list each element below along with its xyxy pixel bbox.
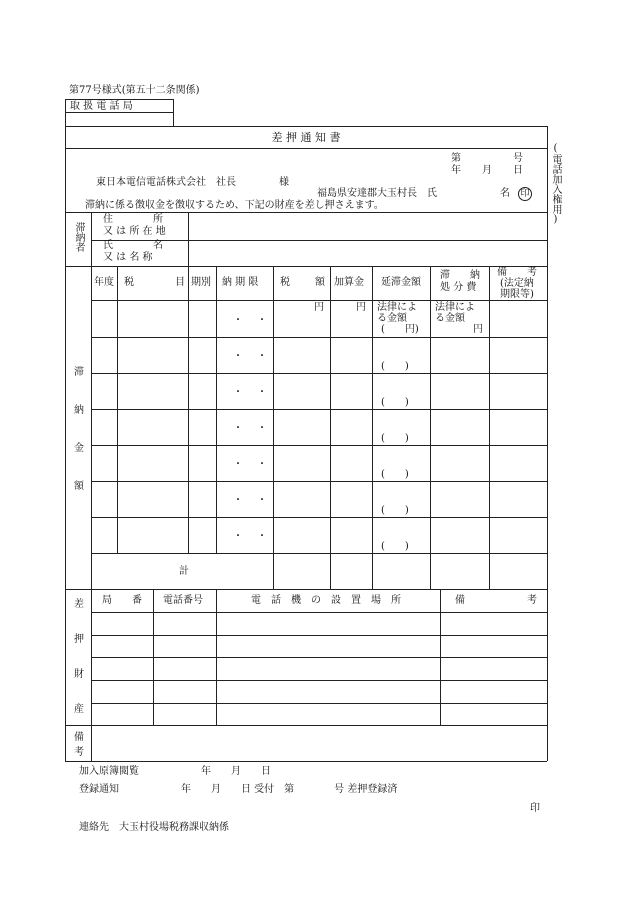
row-4-late-paren: ( ) [381, 433, 409, 444]
disp-yen: 円 [473, 324, 483, 335]
name-label-1: 氏 名 [103, 240, 163, 251]
col-year: 年度 [94, 277, 114, 288]
number-suffix: 号 [513, 153, 523, 164]
register-check-label: 加入原簿閲覧 [79, 766, 139, 777]
form-number: 第77号様式(第五十二条関係) [69, 85, 200, 96]
row-2-due-dots: ・・ [233, 351, 281, 362]
col-remarks-3: 期限等) [500, 289, 534, 300]
col-disp-1: 滞 納 [440, 270, 480, 281]
property-section-label-char-2: 押 [74, 634, 84, 645]
total-label: 計 [179, 566, 189, 577]
side-note: (電話加入権用) [550, 143, 561, 225]
footer-seal: 印 [530, 803, 540, 814]
col-remarks-2: (法定納 [500, 278, 534, 289]
col-item-2: 目 [175, 277, 185, 288]
col-due: 納 期 限 [222, 277, 259, 288]
arrears-label-char-1: 滞 [74, 367, 84, 378]
row-6-late-paren: ( ) [381, 505, 409, 516]
register-check-date: 年 月 日 [201, 766, 271, 777]
col-tax-1: 税 [280, 277, 290, 288]
col-remarks-1: 備 考 [497, 267, 537, 278]
registration-notice-label: 登録通知 [79, 784, 119, 795]
recipient: 東日本電信電話株式会社 社長 [96, 177, 236, 188]
disp-law-1: 法律によ [435, 302, 475, 313]
row-7-late-paren: ( ) [381, 541, 409, 552]
late-paren-yen: ( 円) [381, 324, 419, 335]
row-7-due-dots: ・・ [233, 531, 281, 542]
date-year: 年 [451, 165, 461, 176]
taxpayer-label: 滞納者 [73, 222, 84, 252]
disp-law-2: る金額 [435, 313, 465, 324]
registration-receipt: 年 月 日 受付 第 号 差押登録済 [181, 784, 398, 795]
arrears-label-char-1-char-2: 納 [74, 405, 84, 416]
row-3-late-paren: ( ) [381, 397, 409, 408]
additional-yen: 円 [356, 302, 366, 313]
contact: 連絡先 大玉村役場税務課収納係 [79, 822, 229, 833]
prop-col-location: 電 話 機 の 設 置 場 所 [251, 595, 401, 606]
seal-mark: 印 [518, 187, 532, 201]
prop-col-remarks-1: 備 [455, 595, 465, 606]
col-disp-2: 処 分 費 [440, 282, 477, 293]
col-late: 延滞金額 [381, 277, 421, 288]
address-label-2: 又 は 所 在 地 [103, 226, 166, 237]
form-title: 差 押 通 知 書 [271, 131, 341, 144]
row-3-due-dots: ・・ [233, 387, 281, 398]
tax-yen: 円 [314, 302, 324, 313]
row-1-due-dots: ・・ [233, 315, 281, 326]
date-day: 日 [513, 165, 523, 176]
handling-office-label: 取 扱 電 話 局 [70, 101, 133, 112]
late-law-2: る金額 [377, 313, 407, 324]
number-prefix: 第 [451, 153, 461, 164]
prop-col-remarks-2: 考 [527, 595, 537, 606]
row-4-due-dots: ・・ [233, 423, 281, 434]
row-6-due-dots: ・・ [233, 495, 281, 506]
name-label-2: 又 は 名 称 [103, 252, 153, 263]
row-5-due-dots: ・・ [233, 459, 281, 470]
property-section-label: 差 [74, 599, 84, 610]
row-5-late-paren: ( ) [381, 469, 409, 480]
arrears-label-char-1-char-3: 金 [74, 443, 84, 454]
property-section-label-char-3: 財 [74, 669, 84, 680]
issuer-name-label: 名 [500, 188, 510, 199]
address-label-1: 住 所 [103, 214, 163, 225]
remarks-section-label: 備 [74, 732, 84, 743]
property-section-label-char-4: 産 [74, 704, 84, 715]
recipient-honorific: 様 [279, 177, 289, 188]
prop-col-office: 局 番 [102, 595, 142, 606]
date-month: 月 [482, 165, 492, 176]
late-law-1: 法律によ [377, 302, 417, 313]
col-tax-2: 額 [315, 277, 325, 288]
col-additional: 加算金 [334, 277, 364, 288]
row-2-late-paren: ( ) [381, 361, 409, 372]
statement: 滞納に係る徴収金を徴収するため、下記の財産を差し押さえます。 [85, 200, 384, 211]
arrears-label-char-1-char-4: 額 [74, 481, 84, 492]
prop-col-phone: 電話番号 [163, 595, 203, 606]
col-period: 期別 [191, 277, 211, 288]
col-item-1: 税 [124, 277, 134, 288]
remarks-section-label-char-2: 考 [74, 747, 84, 758]
issuer: 福島県安達郡大玉村長 氏 [317, 188, 437, 199]
